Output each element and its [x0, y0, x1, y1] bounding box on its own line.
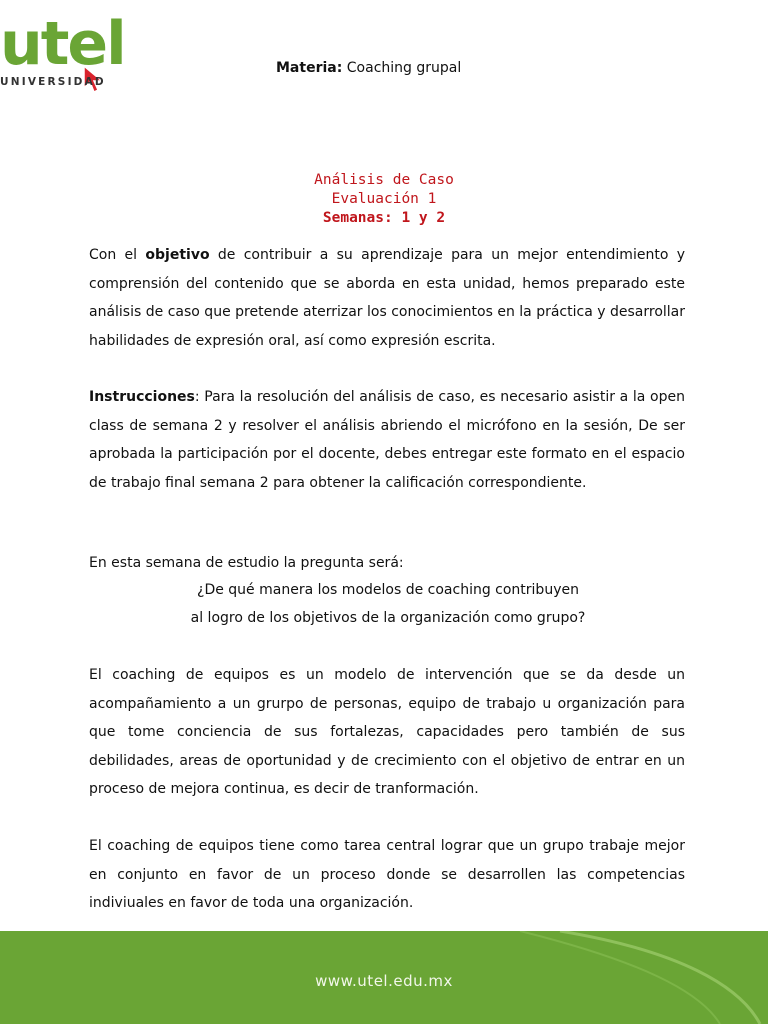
utel-logo — [0, 9, 125, 94]
subject-value: Coaching grupal — [346, 60, 462, 76]
intro-paragraph — [89, 241, 685, 355]
footer-website-link[interactable]: www.utel.edu.mx — [315, 972, 453, 990]
heading-title: Análisis de Caso — [314, 172, 454, 188]
instructions-paragraph — [89, 383, 685, 497]
instructions-text: : Para la resolución del análisis de caso, es necesario asistir a la open class de semana 2 y resolver el análisis abriendo el micrófono en la sesión, De ser aprobada la participación por el docente, debes entregar este formato en el espacio de trabajo final semana 2 para obtener la calificación correspondiente. — [89, 389, 685, 491]
footer-band — [0, 931, 768, 1024]
intro-bold: objetivo — [145, 247, 210, 263]
question-line-1: ¿De qué manera los modelos de coaching contribuyen — [197, 582, 579, 598]
question-line-2: al logro de los objetivos de la organización como grupo? — [190, 610, 586, 626]
coaching-paragraph: El coaching de equipos es un modelo de intervención que se da desde un acompañamiento a un grurpo de personas, equipo de trabajo u organización para que tome conciencia de sus fortalezas, capacidades pero también de sus debilidades, areas de oportunidad y de crecimiento con el objetivo de entrar en un proceso de mejora continua, es decir de tranformación. — [89, 667, 685, 797]
logo-subtitle: UNIVERSIDAD — [0, 76, 106, 88]
heading-evaluation: Evaluación 1 — [331, 191, 437, 207]
instructions-label: Instrucciones — [89, 389, 195, 405]
logo-wordmark: utel — [0, 9, 125, 79]
heading-weeks: Semanas: 1 y 2 — [322, 210, 446, 226]
intro-prefix: Con el — [89, 247, 146, 263]
coaching-task-paragraph: El coaching de equipos tiene como tarea central lograr que un grupo trabaje mejor en conjunto en favor de un proceso donde se desarrollen las competencias indiviuales en favor de toda una organización. — [89, 838, 685, 911]
question-intro: En esta semana de estudio la pregunta será: — [89, 555, 404, 571]
subject-label: Materia: — [276, 60, 343, 76]
intro-text: de contribuir a su aprendizaje para un mejor entendimiento y comprensión del contenido que se aborda en esta unidad, hemos preparado este análisis de caso que pretende aterrizar los conocimientos en la práctica y desarrollar habilidades de expresión oral, así como expresión escrita. — [89, 247, 685, 349]
subject-line — [276, 60, 461, 76]
document-heading — [0, 171, 768, 228]
